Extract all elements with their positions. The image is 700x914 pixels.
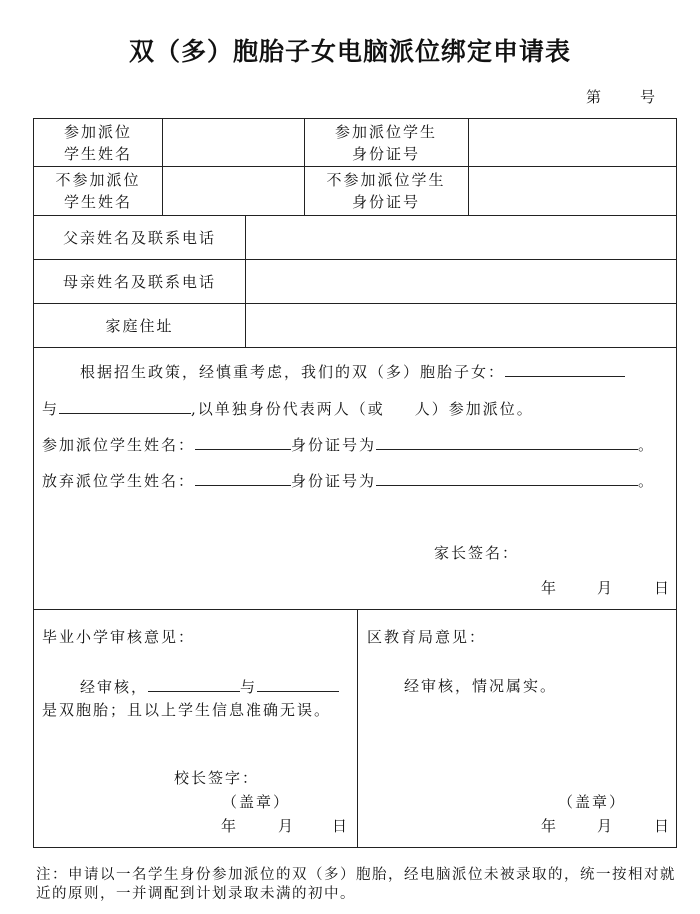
twins-name-blank[interactable]	[505, 360, 625, 377]
participant-name-prompt: 参加派位学生姓名：	[42, 436, 196, 454]
school-review-prefix: 经审核，	[80, 678, 149, 696]
participant-name-blank[interactable]	[195, 433, 291, 450]
statement-line-4	[42, 469, 655, 492]
bureau-review-line-1: 经审核，情况属实。	[404, 677, 558, 695]
father-info-field[interactable]	[246, 216, 676, 259]
school-date-day: 日	[332, 817, 350, 835]
statement-line-2-end: 人）参加派位。	[414, 400, 534, 418]
father-info-label: 父亲姓名及联系电话	[62, 228, 216, 247]
bureau-date-month: 月	[597, 817, 615, 835]
participant-id-blank[interactable]	[376, 433, 638, 450]
bureau-date-day: 日	[654, 817, 672, 835]
address-label: 家庭住址	[105, 316, 174, 335]
school-seal-label: （盖章）	[222, 793, 291, 811]
address-field[interactable]	[246, 304, 676, 347]
bureau-date-year: 年	[541, 817, 559, 835]
participant-name-field[interactable]	[163, 119, 304, 166]
school-review-heading: 毕业小学审核意见：	[42, 628, 196, 646]
participant-id-label: 参加派位学生 身份证号	[334, 122, 437, 163]
forfeit-name-blank[interactable]	[195, 469, 291, 486]
school-date-year: 年	[221, 817, 239, 835]
non-participant-name-label: 不参加派位 学生姓名	[55, 171, 141, 211]
forfeit-name-prompt: 放弃派位学生姓名：	[42, 472, 196, 490]
school-review-line-1	[80, 675, 339, 698]
parent-signature-label: 家长签名：	[434, 544, 520, 562]
forfeit-id-blank[interactable]	[376, 469, 638, 486]
line-4-period: 。	[638, 472, 656, 490]
mother-info-field[interactable]	[246, 260, 676, 303]
statement-line-2	[42, 397, 534, 420]
statement-line-1-text: 根据招生政策，经慎重考虑，我们的双（多）胞胎子女：	[80, 363, 506, 381]
participant-id-field[interactable]	[469, 119, 676, 166]
line-3-period: 。	[638, 436, 656, 454]
school-review-line-2: 是双胞胎；且以上学生信息准确无误。	[42, 701, 332, 719]
statement-date-year: 年	[541, 579, 559, 597]
mother-info-label: 母亲姓名及联系电话	[62, 272, 216, 291]
statement-line-2-with: 与	[42, 400, 60, 418]
participant-id-prompt: 身份证号为	[291, 436, 377, 454]
statement-line-1	[80, 360, 625, 383]
non-participant-id-label: 不参加派位学生 身份证号	[326, 171, 446, 211]
school-review-name-2-blank[interactable]	[257, 675, 339, 692]
participant-name-label: 参加派位 学生姓名	[63, 122, 132, 163]
twin-second-name-blank[interactable]	[59, 397, 191, 414]
statement-line-2-text: ,以单独身份代表两人（或	[191, 400, 385, 418]
statement-line-3	[42, 433, 655, 456]
non-participant-name-field[interactable]	[163, 167, 304, 215]
school-review-name-1-blank[interactable]	[148, 675, 240, 692]
principal-signature-label: 校长签字：	[174, 769, 260, 787]
statement-date-month: 月	[597, 579, 615, 597]
form-title: 双（多）胞胎子女电脑派位绑定申请表	[128, 37, 571, 66]
serial-prefix: 第	[586, 88, 603, 106]
non-participant-id-field[interactable]	[469, 167, 676, 215]
bureau-review-heading: 区教育局意见：	[367, 628, 487, 646]
statement-date-day: 日	[654, 579, 672, 597]
school-date-month: 月	[278, 817, 296, 835]
serial-number	[586, 86, 656, 107]
footnote: 注：申请以一名学生身份参加派位的双（多）胞胎，经电脑派位未被录取的，统一按相对就近的原则，一并调配到计划录取未满的初中。	[36, 867, 676, 902]
application-form	[33, 118, 677, 848]
forfeit-id-prompt: 身份证号为	[291, 472, 377, 490]
school-review-and: 与	[240, 678, 258, 696]
bureau-seal-label: （盖章）	[558, 793, 627, 811]
serial-suffix: 号	[640, 88, 657, 106]
